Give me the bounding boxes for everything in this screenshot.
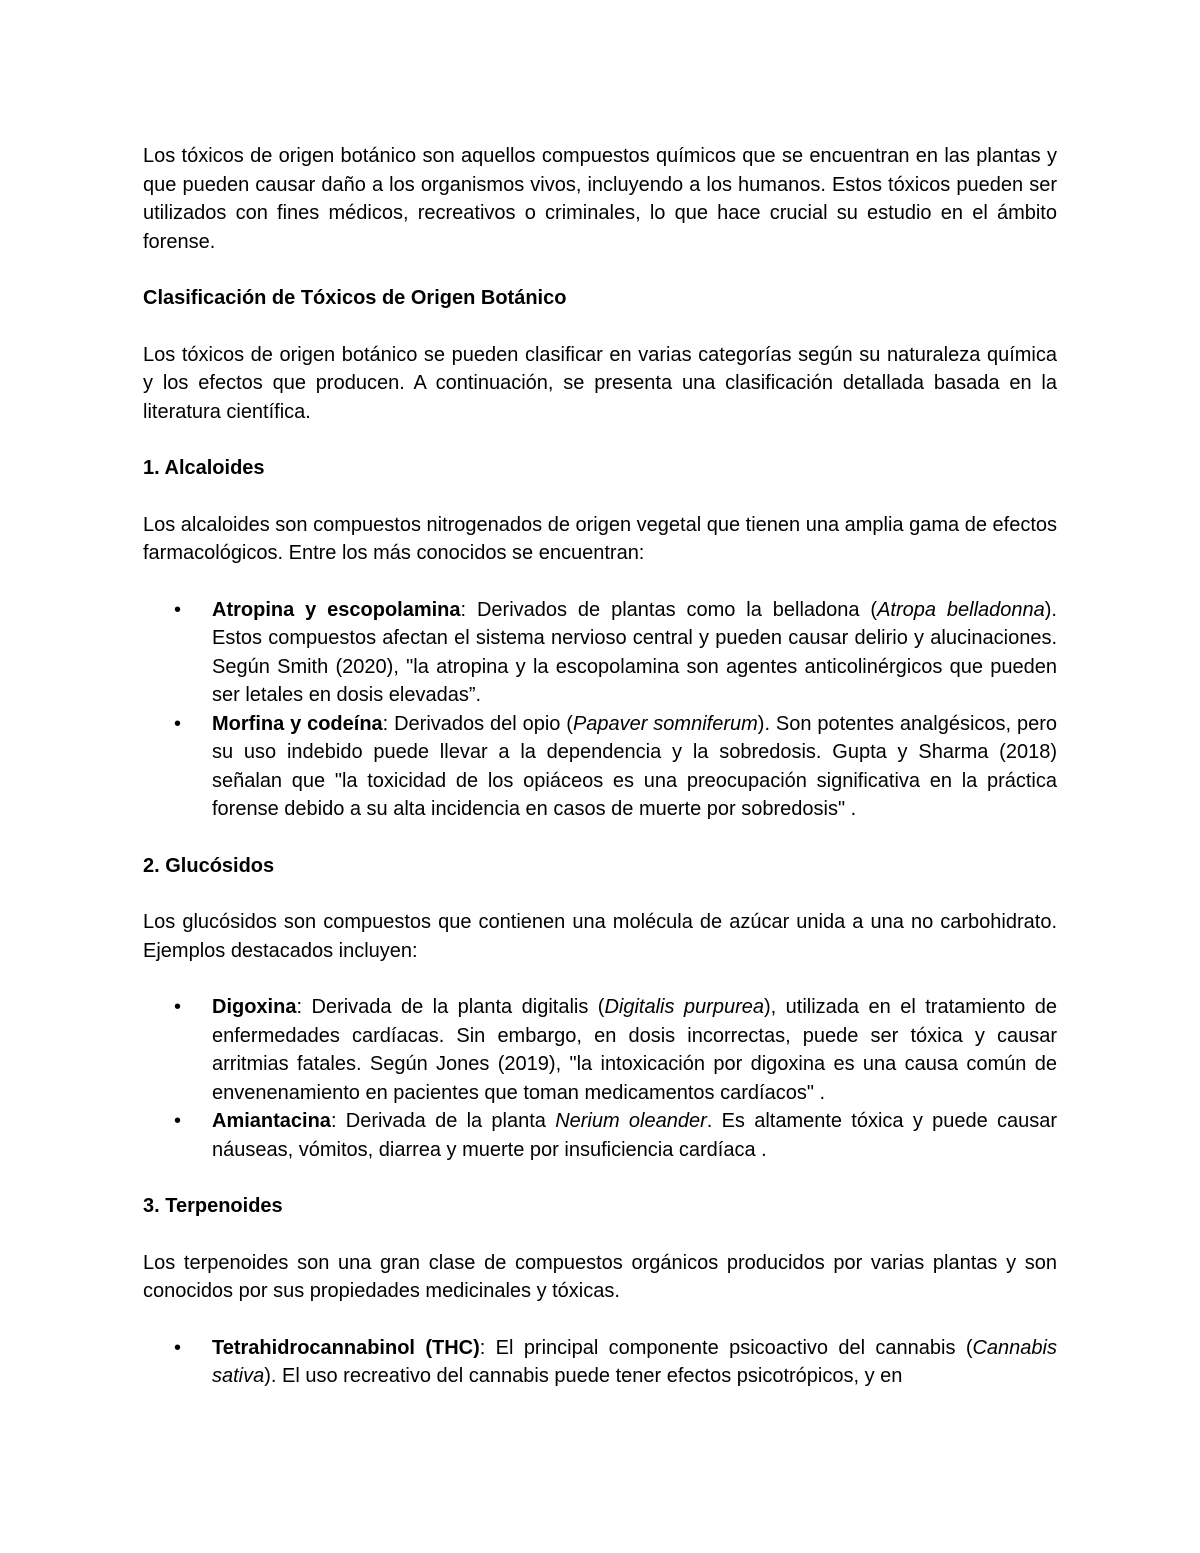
bullet-icon: • bbox=[174, 1336, 182, 1359]
bullet-icon: • bbox=[174, 598, 182, 621]
item-text: : Derivada de la planta bbox=[330, 1110, 556, 1132]
list-item bbox=[143, 596, 1057, 710]
document-body bbox=[143, 142, 1057, 1419]
item-text: ). Son potentes analgésicos, pero su uso indebido puede llevar a la dependencia y la sobredosis. Gupta y Sharma (2018) señalan que "la toxicidad de los opiáceos es una preocupación significativa en la práctica forense debido a su alta incidencia en casos de muerte por sobredosis" . bbox=[212, 712, 1058, 820]
section-heading-alcaloides: 1. Alcaloides bbox=[143, 457, 265, 479]
item-text: ). El uso recreativo del cannabis puede tener efectos psicotrópicos, y en bbox=[264, 1365, 903, 1387]
item-species: Atropa belladonna bbox=[877, 598, 1045, 621]
item-species: Digitalis purpurea bbox=[604, 996, 764, 1018]
section-paragraph-terpenoides: Los terpenoides son una gran clase de compuestos orgánicos producidos por varias plantas y son conocidos por sus propiedades medicinales y tóxicas. bbox=[143, 1251, 1057, 1302]
item-text: ). Estos compuestos afectan el sistema nervioso central y pueden causar delirio y alucinaciones. Según Smith (2020), "la atropina y la escopolamina son agentes anticolinérgicos que pueden ser letales en dosis elevadas”. bbox=[212, 598, 1057, 706]
bullet-icon: • bbox=[174, 996, 182, 1018]
bullet-icon: • bbox=[174, 712, 182, 735]
intro-paragraph: Los tóxicos de origen botánico son aquellos compuestos químicos que se encuentran en las plantas y que pueden causar daño a los organismos vivos, incluyendo a los humanos. Estos tóxicos pueden ser utilizados con fines médicos, recreativos o criminales, lo que hace crucial su estudio en el ámbito forense. bbox=[143, 145, 1057, 253]
item-text: : Derivados de plantas como la belladona ( bbox=[460, 598, 878, 621]
item-term: Morfina y codeína bbox=[212, 712, 383, 735]
item-term: Atropina y escopolamina bbox=[212, 598, 461, 621]
item-text: : Derivada de la planta digitalis ( bbox=[296, 996, 605, 1018]
item-species: Cannabis sativa bbox=[212, 1336, 1057, 1387]
section-paragraph-alcaloides: Los alcaloides son compuestos nitrogenados de origen vegetal que tienen una amplia gama de efectos farmacológicos. Entre los más conocidos se encuentran: bbox=[143, 513, 1057, 564]
item-species: Nerium oleander bbox=[555, 1110, 707, 1132]
list-item bbox=[143, 710, 1057, 824]
classification-paragraph: Los tóxicos de origen botánico se pueden clasificar en varias categorías según su naturaleza química y los efectos que producen. A continuación, se presenta una clasificación detallada basada en la literatura científica. bbox=[143, 343, 1057, 423]
section-heading-glucosidos: 2. Glucósidos bbox=[143, 854, 275, 877]
item-text: . Es altamente tóxica y puede causar náuseas, vómitos, diarrea y muerte por insuficiencia cardíaca . bbox=[212, 1110, 1057, 1161]
section-heading-terpenoides: 3. Terpenoides bbox=[143, 1195, 283, 1217]
item-term: Amiantacina bbox=[212, 1110, 331, 1132]
bullet-list-alcaloides bbox=[143, 596, 1057, 824]
item-term: Tetrahidrocannabinol (THC) bbox=[212, 1336, 480, 1359]
item-text: ), utilizada en el tratamiento de enfermedades cardíacas. Sin embargo, en dosis incorrectas, puede ser tóxica y causar arritmias fatales. Según Jones (2019), "la intoxicación por digoxina es una causa común de envenenamiento en pacientes que toman medicamentos cardíacos" . bbox=[212, 996, 1057, 1104]
bullet-list-terpenoides bbox=[143, 1334, 1057, 1391]
bullet-list-glucosidos bbox=[143, 993, 1057, 1164]
list-item bbox=[143, 1107, 1057, 1164]
item-term: Digoxina bbox=[212, 996, 297, 1018]
bullet-icon: • bbox=[174, 1110, 182, 1132]
list-item bbox=[143, 993, 1057, 1107]
item-text: : El principal componente psicoactivo del cannabis ( bbox=[479, 1336, 973, 1359]
item-species: Papaver somniferum bbox=[572, 712, 758, 735]
section-paragraph-glucosidos: Los glucósidos son compuestos que contienen una molécula de azúcar unida a una no carbohidrato. Ejemplos destacados incluyen: bbox=[143, 911, 1057, 962]
list-item bbox=[143, 1334, 1057, 1391]
item-text: : Derivados del opio ( bbox=[382, 712, 573, 735]
classification-heading: Clasificación de Tóxicos de Origen Botánico bbox=[143, 287, 567, 309]
